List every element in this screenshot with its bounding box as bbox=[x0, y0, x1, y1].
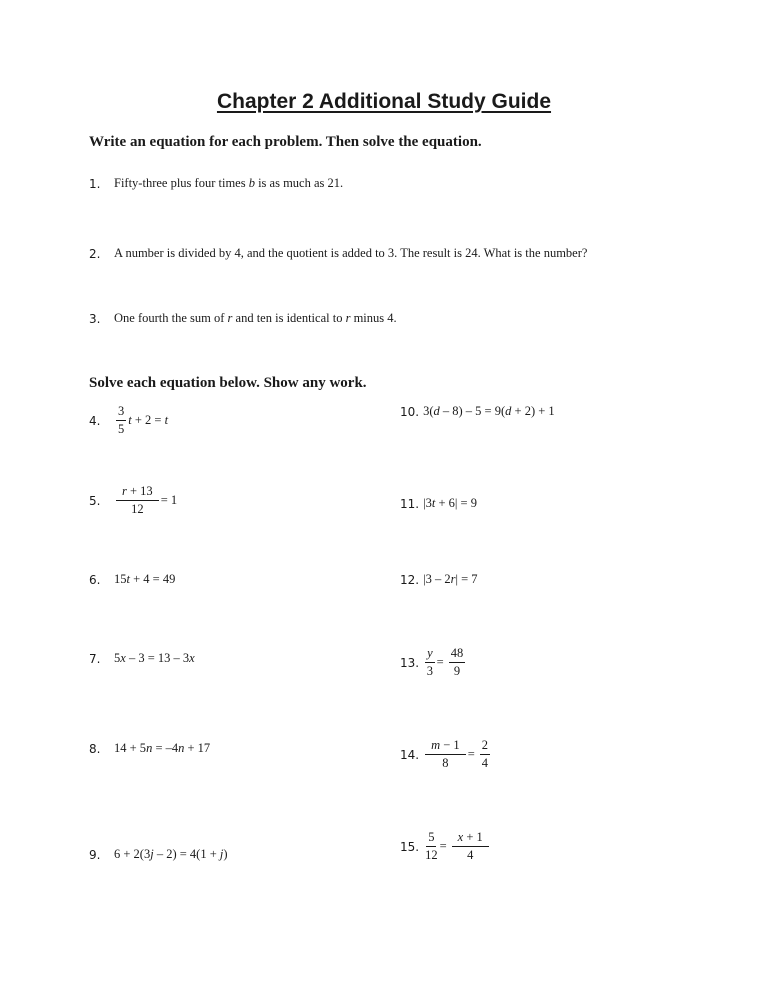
equals-sign: = bbox=[439, 839, 447, 853]
problem-3 bbox=[89, 311, 397, 326]
fraction-left: $\frac{5}{12}$ bbox=[425, 830, 438, 862]
problem-number: 7. bbox=[89, 651, 101, 666]
problem-13 bbox=[400, 646, 467, 679]
problem-number: 12. bbox=[400, 572, 420, 587]
problem-12 bbox=[400, 572, 478, 587]
equation-text: 6 + 2(3j – 2) = 4(1 + j) bbox=[114, 847, 228, 861]
problem-number: 14. bbox=[400, 747, 420, 762]
problem-number: 15. bbox=[400, 839, 420, 854]
section-1-instruction: Write an equation for each problem. Then solve the equation. bbox=[89, 134, 482, 150]
problem-number: 11. bbox=[400, 496, 420, 511]
problem-number: 8. bbox=[89, 741, 101, 756]
equals-sign: = bbox=[436, 655, 444, 669]
problem-number: 1. bbox=[89, 176, 101, 191]
equation-text: t + 2 = t bbox=[128, 413, 169, 427]
fraction: $\frac{r + 13}{12}$ bbox=[116, 484, 159, 517]
fraction-left: $\frac{y}{3}$ bbox=[426, 646, 433, 678]
equation-text: 5x – 3 = 13 – 3x bbox=[114, 651, 195, 665]
problem-14 bbox=[400, 738, 492, 771]
problem-text: A number is divided by 4, and the quotient is added to 3. The result is 24. What is the number? bbox=[114, 246, 588, 260]
equation-text: |3t + 6| = 9 bbox=[423, 496, 477, 510]
problem-text: One fourth the sum of r and ten is identical to r minus 4. bbox=[114, 311, 397, 325]
problem-1 bbox=[89, 176, 343, 191]
problem-number: 6. bbox=[89, 572, 101, 587]
problem-2 bbox=[89, 246, 587, 261]
fraction-right: $\frac{2}{4}$ bbox=[481, 738, 488, 770]
equation-text: 14 + 5n = –4n + 17 bbox=[114, 741, 211, 755]
page-title: Chapter 2 Additional Study Guide bbox=[216, 90, 552, 113]
section-2-instruction: Solve each equation below. Show any work. bbox=[89, 375, 367, 391]
problem-9 bbox=[89, 847, 228, 862]
problem-11 bbox=[400, 496, 477, 511]
fraction-left: $\frac{m - 1}{8}$ bbox=[425, 738, 466, 771]
problem-5 bbox=[89, 484, 177, 517]
problem-number: 10. bbox=[400, 404, 420, 419]
problem-text: Fifty-three plus four times b is as much as 21. bbox=[114, 176, 344, 190]
problem-number: 3. bbox=[89, 311, 101, 326]
problem-6 bbox=[89, 572, 175, 587]
fraction-right: $\frac{x + 1}{4}$ bbox=[452, 830, 489, 863]
equals-sign: = bbox=[467, 747, 475, 761]
fraction-right: $\frac{48}{9}$ bbox=[450, 646, 464, 678]
equation-text: 3(d – 8) – 5 = 9(d + 2) + 1 bbox=[423, 404, 555, 418]
problem-8 bbox=[89, 741, 210, 756]
problem-7 bbox=[89, 651, 195, 666]
problem-number: 5. bbox=[89, 493, 101, 508]
problem-15 bbox=[400, 830, 491, 863]
problem-number: 2. bbox=[89, 246, 101, 261]
problem-10 bbox=[400, 404, 555, 419]
problem-number: 9. bbox=[89, 847, 101, 862]
equation-text: |3 – 2r| = 7 bbox=[423, 572, 478, 586]
problem-4 bbox=[89, 404, 168, 437]
fraction: $\frac{3}{5}$ bbox=[118, 404, 125, 436]
problem-number: 4. bbox=[89, 413, 101, 428]
equation-text: 15t + 4 = 49 bbox=[114, 572, 176, 586]
problem-number: 13. bbox=[400, 655, 420, 670]
equation-text: = 1 bbox=[160, 493, 178, 507]
